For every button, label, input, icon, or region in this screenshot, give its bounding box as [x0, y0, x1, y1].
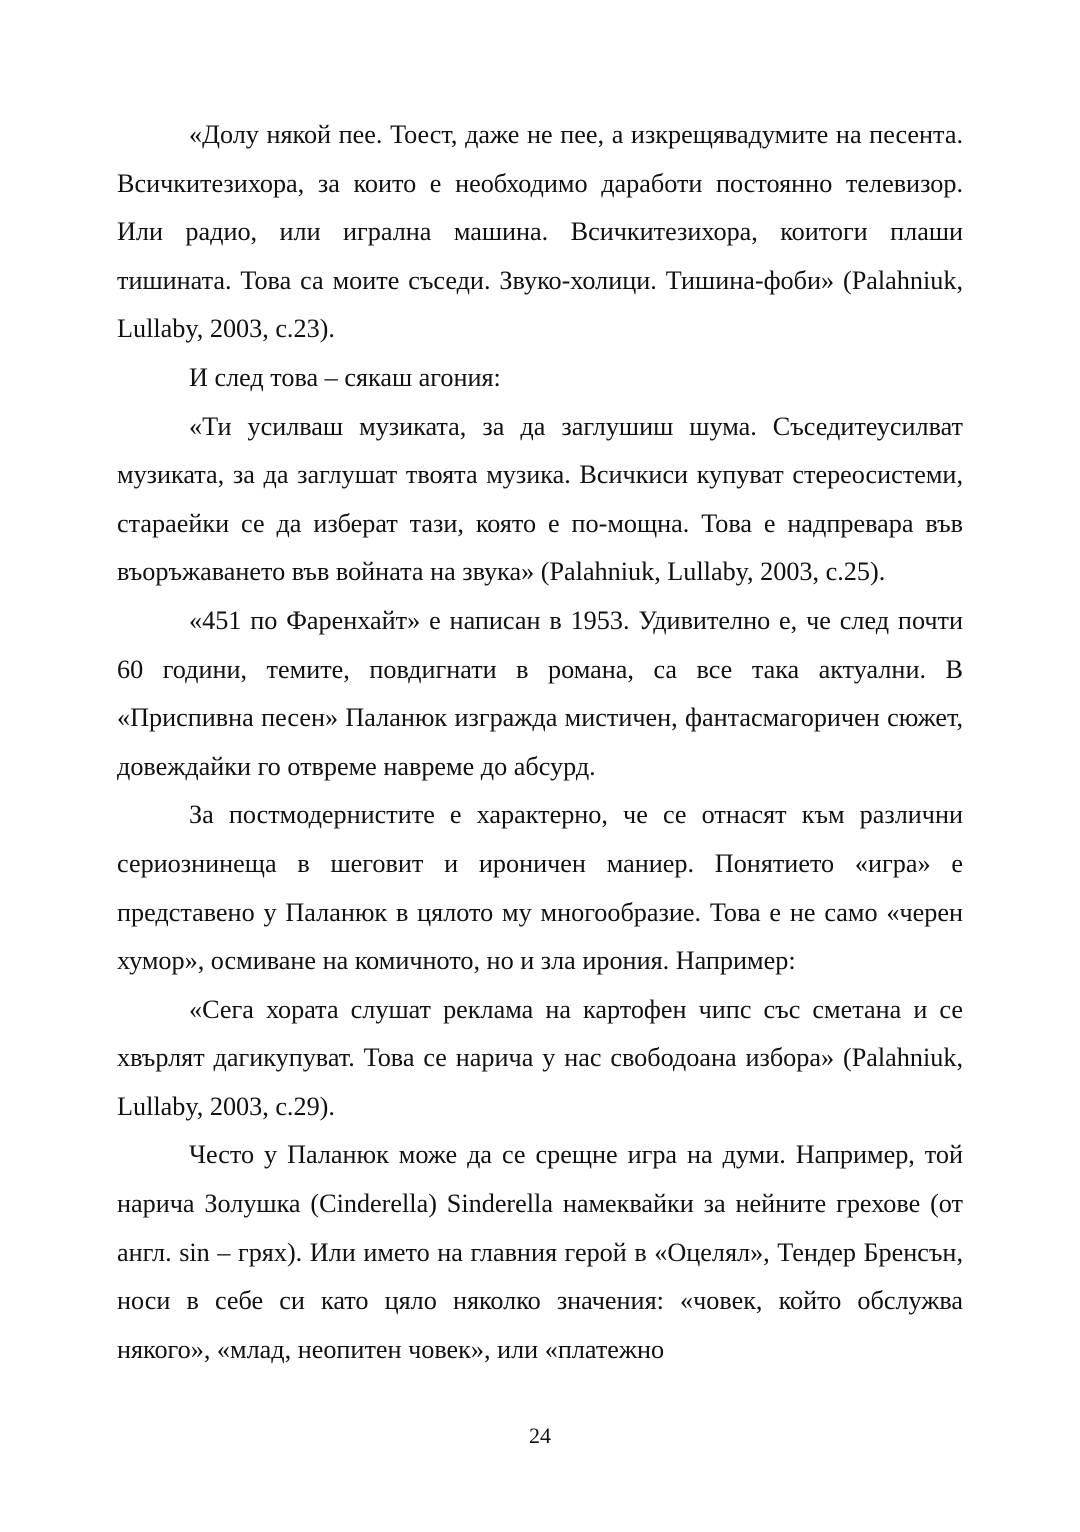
paragraph: «Ти усилваш музиката, за да заглушиш шума. Съседитеусилват музиката, за да заглушат твоята музика. Всичкиси купуват стереосистеми, стараейки се да изберат тази, която е по-мощна. Това е надпревара във въоръжаването във войната на звука» (Palahniuk, Lullaby, 2003, с.25).	[117, 411, 963, 587]
paragraph: Често у Паланюк може да се срещне игра на думи. Например, той нарича Золушка (Cinderella) Sinderella намеквайки за нейните грехове (от англ. sin – грях). Или името на главния герой в «Оцелял», Тендер Бренсън, носи в себе си като цяло няколко значения: «човек, който обслужва някого», «млад, неопитен човек», или «платежно	[117, 1140, 963, 1364]
paragraph: «Долу някой пее. Тоест, даже не пее, а изкрещявадумите на песента. Всичкитезихора, за които е необходимо даработи постоянно телевизор. Или радио, или игрална машина. Всичкитезихора, коитоги плаши тишината. Това са моите съседи. Звуко-холици. Тишина-фоби» (Palahniuk, Lullaby, 2003, с.23).	[117, 120, 963, 344]
page-body	[117, 111, 963, 1374]
paragraph: За постмодернистите е характерно, че се отнасят към различни сериознинеща в шеговит и ироничен маниер. Понятието «игра» е представено у Паланюк в цялото му многообразие. Това е не само «черен хумор», осмиване на комичното, но и зла ирония. Например:	[117, 800, 963, 976]
paragraph: И след това – сякаш агония:	[189, 362, 501, 392]
paragraph: «451 по Фаренхайт» е написан в 1953. Удивително е, че след почти 60 години, темите, повдигнати в романа, са все така актуални. В «Приспивна песен» Паланюк изгражда мистичен, фантасмагоричен сюжет, довеждайки го отвреме навреме до абсурд.	[117, 605, 963, 781]
paragraph: «Сега хората слушат реклама на картофен чипс със сметана и се хвърлят дагикупуват. Това се нарича у нас свободоана избора» (Palahniuk, Lullaby, 2003, с.29).	[117, 994, 963, 1121]
page-number: 24	[529, 1423, 551, 1448]
